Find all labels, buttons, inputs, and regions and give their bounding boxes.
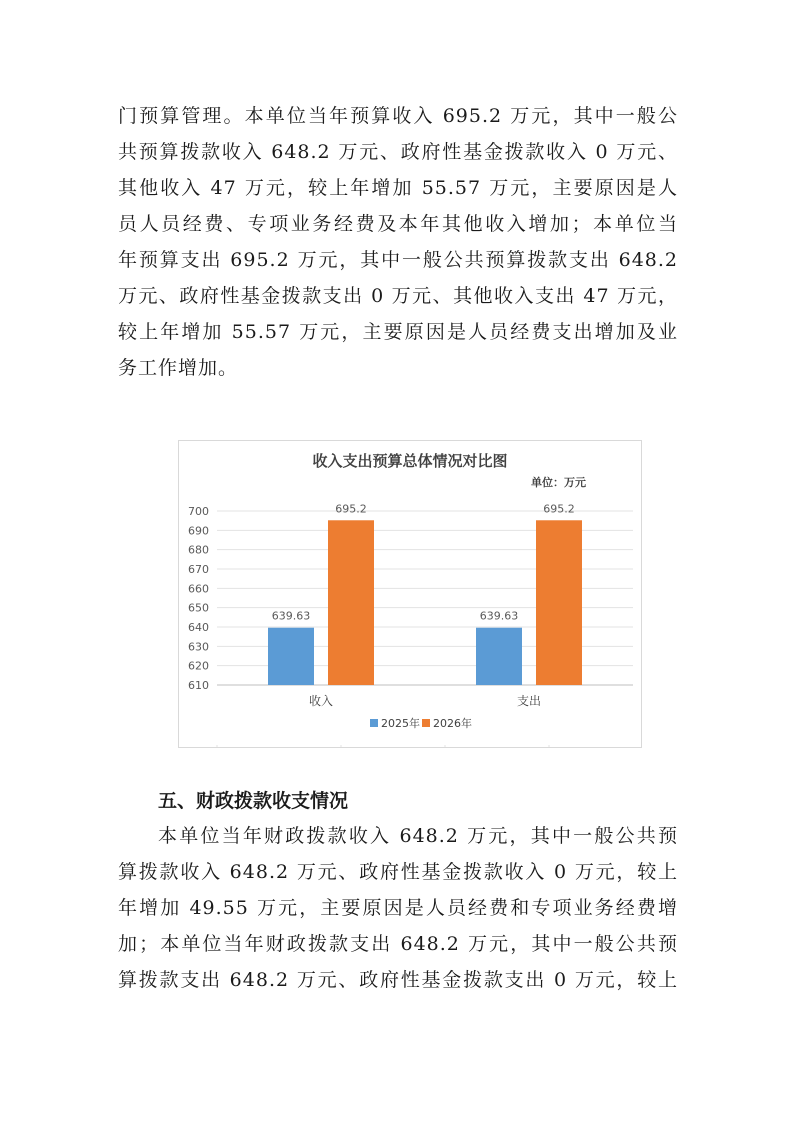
y-tick-label: 670: [188, 563, 209, 576]
paragraph-line: 门预算管理。本单位当年预算收入 695.2 万元，其中一般公: [118, 105, 678, 127]
paragraph-line: 其他收入 47 万元，较上年增加 55.57 万元，主要原因是人: [118, 177, 678, 199]
paragraph-line: 员人员经费、专项业务经费及本年其他收入增加；本单位当: [118, 213, 678, 235]
paragraph-line: 年增加 49.55 万元，主要原因是人员经费和专项业务经费增: [118, 897, 678, 919]
bar-2026年-支出: [536, 520, 582, 685]
bar-2026年-收入: [328, 520, 374, 685]
paragraph-line: 加；本单位当年财政拨款支出 648.2 万元，其中一般公共预: [118, 933, 678, 955]
y-tick-label: 630: [188, 640, 209, 654]
legend-swatch: [370, 719, 378, 727]
legend-label: 2026年: [433, 717, 472, 730]
budget-comparison-chart: [178, 440, 642, 748]
data-label: 695.2: [335, 502, 367, 516]
chart-legend: [370, 716, 472, 730]
bar-2025年-收入: [268, 628, 314, 685]
paragraph-1: [118, 98, 678, 386]
legend-swatch: [422, 719, 430, 727]
paragraph-line: 务工作增加。: [118, 357, 239, 379]
y-tick-label: 640: [188, 621, 209, 634]
paragraph-line: 本单位当年财政拨款收入 648.2 万元，其中一般公共预: [158, 825, 678, 847]
paragraph-line: 算拨款支出 648.2 万元、政府性基金拨款支出 0 万元，较上: [118, 969, 678, 991]
y-tick-label: 650: [188, 601, 209, 615]
chart-y-axis: [188, 505, 209, 692]
bar-2025年-支出: [476, 628, 522, 685]
y-tick-label: 680: [188, 543, 209, 557]
x-tick-label: 支出: [516, 694, 542, 708]
data-label: 639.63: [271, 609, 311, 623]
paragraph-line: 年预算支出 695.2 万元，其中一般公共预算拨款支出 648.2: [118, 249, 678, 271]
paragraph-line: 共预算拨款收入 648.2 万元、政府性基金拨款收入 0 万元、: [118, 141, 678, 163]
y-tick-label: 620: [188, 659, 209, 673]
chart-canvas: [179, 441, 641, 747]
y-tick-label: 700: [188, 505, 209, 518]
y-tick-label: 610: [188, 679, 209, 692]
chart-data-labels: [272, 502, 575, 622]
paragraph-line: 万元、政府性基金拨款支出 0 万元、其他收入支出 47 万元，: [118, 285, 678, 307]
y-tick-label: 690: [188, 524, 209, 538]
paragraph-line: 算拨款收入 648.2 万元、政府性基金拨款收入 0 万元，较上: [118, 861, 678, 883]
chart-bars: [268, 520, 582, 685]
x-tick-label: 收入: [308, 694, 334, 708]
data-label: 639.63: [479, 609, 519, 623]
paragraph-line: 较上年增加 55.57 万元，主要原因是人员经费支出增加及业: [118, 321, 678, 343]
chart-x-axis: [309, 693, 541, 708]
legend-label: 2025年: [381, 717, 420, 730]
data-label: 695.2: [543, 502, 575, 516]
section-heading: 五、财政拨款收支情况: [158, 790, 349, 812]
chart-title: 收入支出预算总体情况对比图: [312, 452, 508, 470]
y-tick-label: 660: [188, 582, 209, 596]
paragraph-2: [118, 818, 678, 998]
chart-unit-label: 单位：万元: [531, 476, 586, 489]
